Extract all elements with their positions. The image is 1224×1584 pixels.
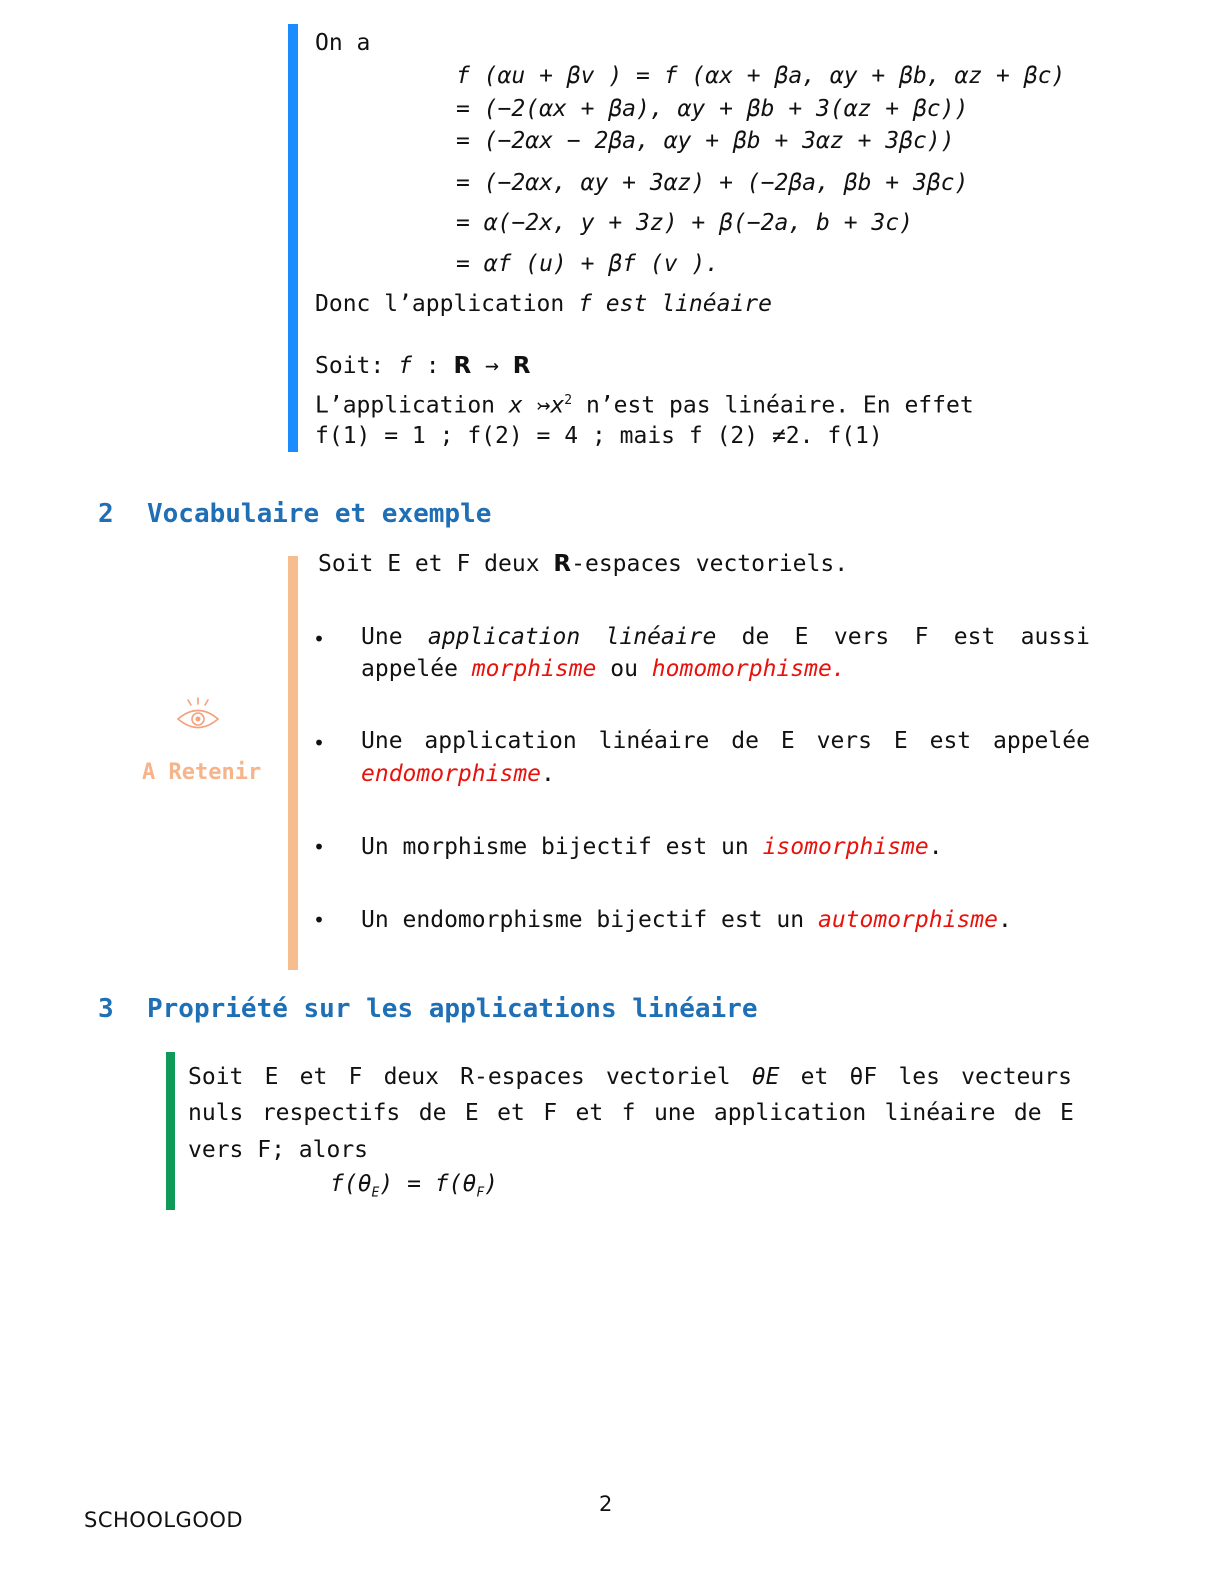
word: linéaire [884,1100,996,1126]
intro-a: Soit E et F deux [318,551,554,577]
formula-sub-e: E [371,1185,380,1201]
word: vecteurs [961,1064,1072,1090]
word: application [424,728,577,754]
word: aussi [1020,624,1090,650]
word: E [893,728,908,754]
item1-a: appelée [361,656,472,682]
theta-f: θF [849,1064,878,1090]
word: et [299,1064,328,1090]
proof-eq6: = αf (u) + βf (v ). [456,251,720,277]
word: est [953,624,996,650]
proof-eq4: = (−2αx, αy + 3αz) + (−2βa, βb + 3βc) [456,170,969,196]
word: E [1059,1100,1074,1126]
term-homomorphisme: homomorphisme. [651,656,846,682]
word: E [464,1100,479,1126]
bullet-3: • [313,835,326,859]
counter-line2-a: L’application [315,392,509,419]
page-number: 2 [599,1492,613,1516]
item1-line2 [361,655,846,683]
property-line1 [188,1064,1072,1090]
word: et [800,1064,829,1090]
word: linéaire [605,624,717,650]
word: Une [361,728,403,754]
counter-R2: R [512,353,531,379]
word: Une [361,624,403,650]
footer-brand: SCHOOLGOOD [84,1508,244,1532]
counter-arrow: → [471,353,513,379]
section2-title: Vocabulaire et exemple [147,499,492,529]
property-formula [330,1170,498,1208]
proof-eq2: = (−2(αx + βa), αy + βb + 3(αz + βc)) [456,96,969,122]
word: deux [383,1064,439,1090]
counter-R1: R [453,353,472,379]
word: et [497,1100,525,1126]
word: E [794,624,809,650]
word: vers [833,624,890,650]
item3-a: Un morphisme bijectif est un [361,834,763,860]
item2-line2 [361,760,555,788]
intro-R: R [553,551,572,577]
retenir-label: A Retenir [142,760,262,785]
section2-intro [318,550,848,578]
section2-number: 2 [98,499,114,529]
counter-exp: 2 [564,393,573,408]
counter-f: f [398,353,412,379]
bullet-4: • [313,908,326,932]
word: de [741,624,770,650]
formula-c: ) [484,1171,498,1197]
word: et [575,1100,604,1126]
counter-colon: : [411,353,454,379]
word: F [348,1064,363,1090]
word: E [780,728,795,754]
item2-b: . [541,761,555,787]
word: nuls [188,1100,244,1126]
word: F [914,624,929,650]
term-automorphisme: automorphisme [817,907,998,933]
word: de [731,728,759,754]
property-line3: vers F; alors [188,1137,369,1163]
section3-number: 3 [98,994,114,1024]
word: Soit [188,1064,244,1090]
word: de [1013,1100,1042,1126]
word: respectifs [261,1100,401,1126]
counter-line3: f(1) = 1 ; f(2) = 4 ; mais f (2) ≠2. f(1) [315,423,883,449]
conclusion-prefix: Donc l’application [315,291,579,317]
item1-line1 [361,624,1090,650]
formula-sub-f: F [476,1185,485,1201]
word: application [713,1100,867,1126]
word: de [418,1100,447,1126]
proof-eq1: f (αu + βv ) = f (αx + βa, αy + βb, αz + βc) [456,63,1066,89]
word: E [264,1064,279,1090]
property-bar [166,1052,175,1210]
word: F [543,1100,558,1126]
proof-intro: On a [315,30,371,56]
item4-line [361,906,1012,934]
eye-icon [175,697,221,733]
proof-bar [288,24,298,452]
word: R-espaces [460,1064,585,1090]
word: vers [816,728,872,754]
item3-line [361,833,943,861]
retenir-bar [288,556,298,970]
word: une [653,1100,696,1126]
bullet-2: • [313,731,326,755]
item4-a: Un endomorphisme bijectif est un [361,907,818,933]
counter-map: ↣ [522,392,551,419]
counter-line2 [315,387,974,420]
proof-conclusion [315,290,772,318]
word: est [929,728,972,754]
term-isomorphisme: isomorphisme [762,834,929,860]
word: f [621,1100,636,1126]
word: appelée [993,728,1090,754]
item2-line1 [361,728,1090,754]
property-line2 [188,1100,1074,1126]
item3-b: . [928,834,943,860]
word: application [427,624,581,650]
counter-x: x [508,392,523,419]
proof-eq3: = (−2αx − 2βa, αy + βb + 3αz + 3βc)) [456,128,955,154]
formula-a: f(θ [330,1171,372,1197]
theta-e: θE [751,1064,780,1090]
term-morphisme: morphisme [471,656,597,682]
item4-b: . [997,907,1012,933]
counter-line2-b: n’est pas linéaire. En effet [572,392,974,419]
counter-x2: x [550,392,565,419]
word: les [898,1064,940,1090]
conclusion-italic: f est linéaire [578,291,772,317]
bullet-1: • [313,627,326,651]
section3-title: Propriété sur les applications linéaire [147,994,758,1024]
formula-b: ) = f(θ [379,1171,477,1197]
word: linéaire [598,728,710,754]
counter-line1 [315,352,530,380]
word: vectoriel [605,1064,731,1090]
proof-eq5: = α(−2x, y + 3z) + β(−2a, b + 3c) [456,210,913,236]
counter-soit: Soit: [315,353,399,379]
term-endomorphisme: endomorphisme [361,761,542,787]
item1-b: ou [596,656,652,682]
intro-b: -espaces vectoriels. [571,551,849,577]
